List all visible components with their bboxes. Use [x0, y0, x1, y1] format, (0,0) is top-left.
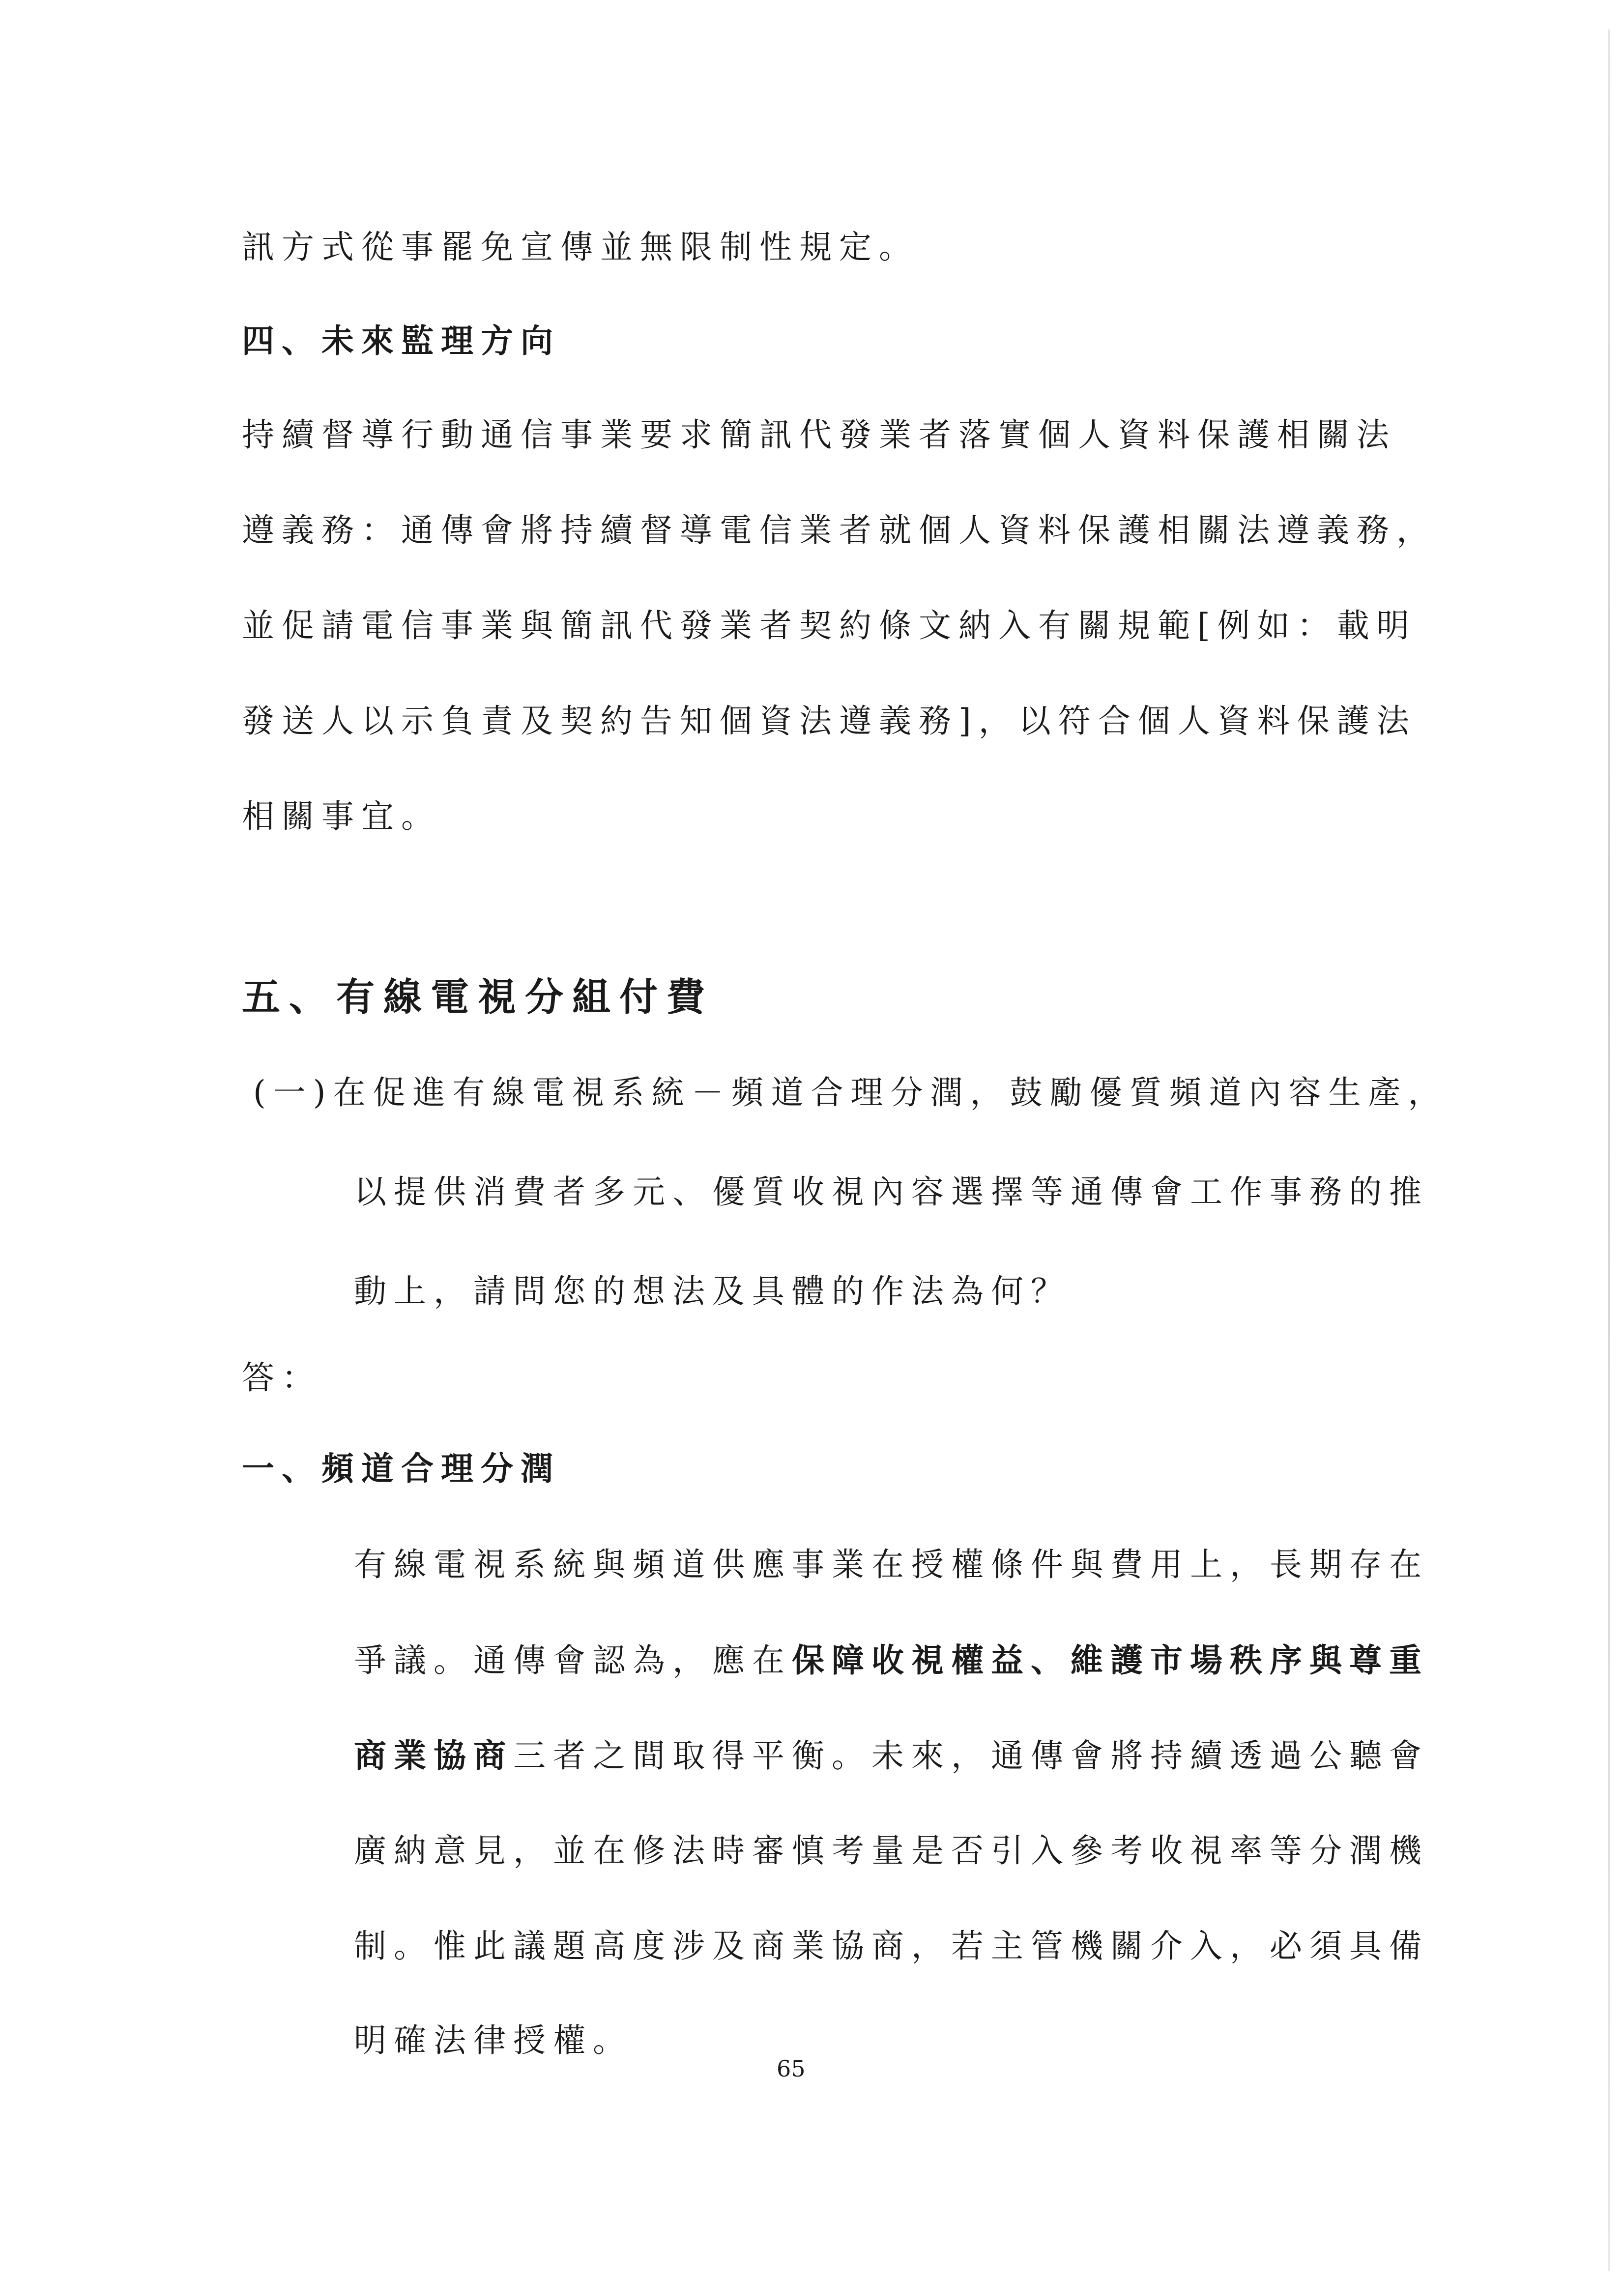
answer-line-4: 廣納意見，並在修法時審慎考量是否引入參考收視率等分潤機 — [354, 1832, 1429, 1870]
answer-label: 答： — [242, 1359, 321, 1397]
answer-line-5: 制。惟此議題高度涉及商業協商，若主管機關介入，必須具備 — [354, 1927, 1429, 1965]
question-line-2: 以提供消費者多元、優質收視內容選擇等通傳會工作事務的推 — [354, 1173, 1429, 1211]
section-4-line-4: 發送人以示負責及契約告知個資法遵義務]，以符合個人資料保護法 — [242, 702, 1417, 740]
answer-line-6: 明確法律授權。 — [354, 2021, 633, 2059]
answer-line-1: 有線電視系統與頻道供應事業在授權條件與費用上，長期存在 — [354, 1546, 1429, 1583]
section-5-heading: 五、有線電視分組付費 — [242, 975, 714, 1020]
answer-line-2-text: 爭議。通傳會認為，應在 — [354, 1641, 792, 1679]
page-number: 65 — [777, 2055, 806, 2082]
answer-line-2 — [354, 1641, 1429, 1679]
question-line-3: 動上，請問您的想法及具體的作法為何？ — [354, 1272, 1071, 1310]
question-line-1: (一)在促進有線電視系統－頻道合理分潤，鼓勵優質頻道內容生產， — [253, 1074, 1448, 1112]
answer-line-3 — [354, 1736, 1429, 1775]
section-4-line-5: 相關事宜。 — [242, 797, 441, 835]
section-4-line-2: 遵義務：通傳會將持續督導電信業者就個人資料保護相關法遵義務， — [242, 511, 1436, 549]
section-4-line-3: 並促請電信事業與簡訊代發業者契約條文納入有關規範[例如：載明 — [242, 607, 1417, 644]
answer-sub-heading: 一、頻道合理分潤 — [242, 1449, 560, 1488]
scan-edge-line — [1608, 29, 1610, 2271]
answer-line-3-emphasis: 商業協商 — [354, 1736, 513, 1775]
answer-line-2-emphasis: 保障收視權益、維護市場秩序與尊重 — [792, 1641, 1429, 1679]
section-4-line-1: 持續督導行動通信事業要求簡訊代發業者落實個人資料保護相關法 — [242, 416, 1396, 454]
previous-paragraph-tail: 訊方式從事罷免宣傳並無限制性規定。 — [242, 228, 919, 266]
answer-line-3-text: 三者之間取得平衡。未來，通傳會將持續透過公聽會 — [513, 1737, 1429, 1775]
section-4-heading: 四、未來監理方向 — [242, 322, 560, 360]
